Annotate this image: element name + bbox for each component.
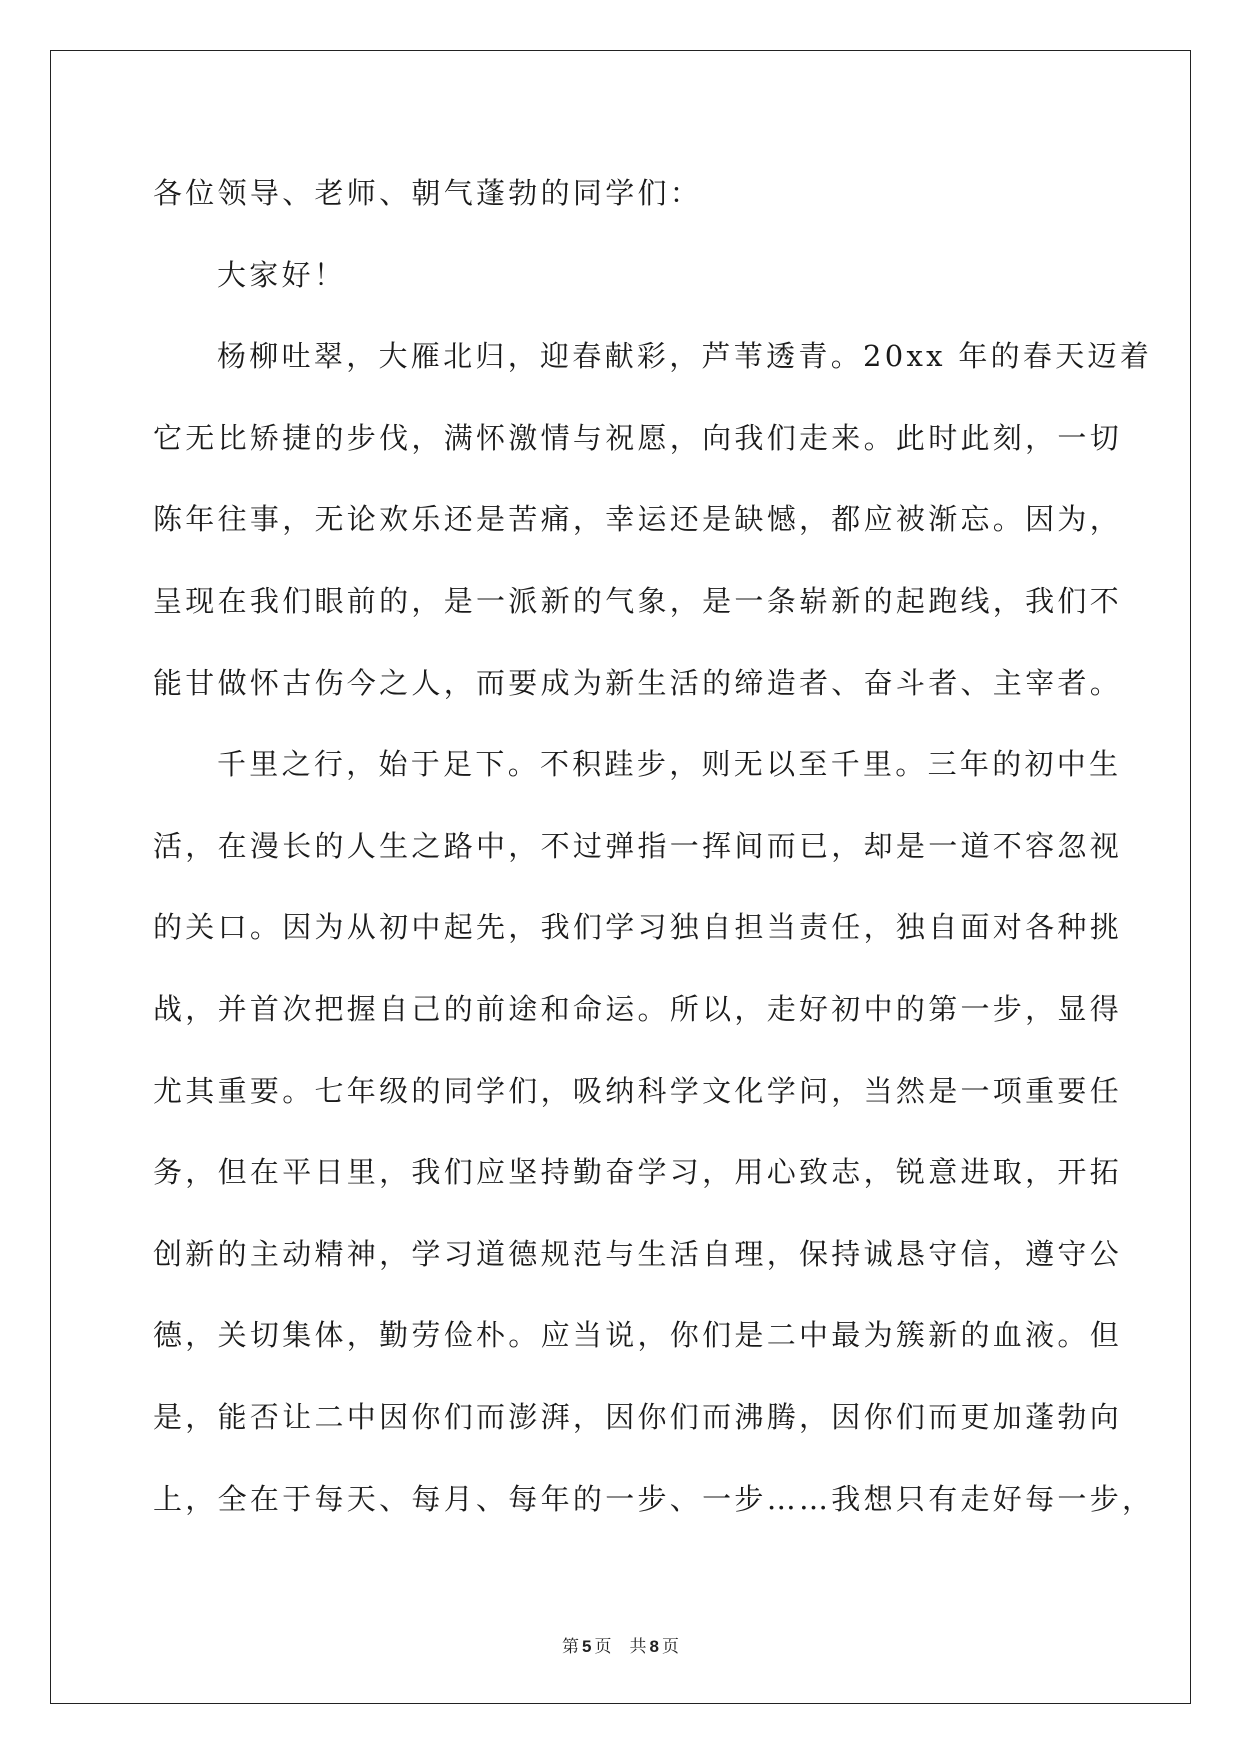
text-line: 尤其重要。七年级的同学们，吸纳科学文化学问，当然是一项重要任	[153, 1073, 1123, 1108]
document-body	[153, 168, 1155, 1555]
text-line: 是，能否让二中因你们而澎湃，因你们而沸腾，因你们而更加蓬勃向	[153, 1399, 1123, 1434]
text-line: 务，但在平日里，我们应坚持勤奋学习，用心致志，锐意进取，开拓	[153, 1155, 1123, 1190]
text-line: 大家好！	[217, 257, 347, 292]
text-line: 杨柳吐翠，大雁北归，迎春献彩，芦苇透青。20xx 年的春天迈着	[217, 339, 1153, 374]
text-line: 陈年往事，无论欢乐还是苦痛，幸运还是缺憾，都应被渐忘。因为，	[153, 502, 1123, 537]
text-line: 德，关切集体，勤劳俭朴。应当说，你们是二中最为簇新的血液。但	[153, 1318, 1123, 1353]
total-pages: 8	[649, 1637, 659, 1656]
text-line: 能甘做怀古伤今之人，而要成为新生活的缔造者、奋斗者、主宰者。	[153, 665, 1123, 700]
text-line: 它无比矫捷的步伐，满怀激情与祝愿，向我们走来。此时此刻，一切	[153, 420, 1123, 455]
text-line: 创新的主动精神，学习道德规范与生活自理，保持诚恳守信，遵守公	[153, 1236, 1123, 1271]
text-line: 的关口。因为从初中起先，我们学习独自担当责任，独自面对各种挑	[153, 910, 1123, 945]
text-line: 呈现在我们眼前的，是一派新的气象，是一条崭新的起跑线，我们不	[153, 583, 1123, 618]
page-prefix: 第	[562, 1637, 580, 1657]
text-line: 活，在漫长的人生之路中，不过弹指一挥间而已，却是一道不容忽视	[153, 828, 1123, 863]
text-line: 上，全在于每天、每月、每年的一步、一步……我想只有走好每一步，	[153, 1481, 1155, 1516]
total-suffix: 页	[661, 1637, 679, 1657]
text-line: 各位领导、老师、朝气蓬勃的同学们：	[153, 176, 703, 210]
page-suffix: 页	[594, 1637, 612, 1657]
total-prefix: 共	[629, 1637, 647, 1657]
text-line: 战，并首次把握自己的前途和命运。所以，走好初中的第一步，显得	[153, 991, 1123, 1026]
text-line: 千里之行，始于足下。不积跬步，则无以至千里。三年的初中生	[217, 747, 1122, 782]
page-number: 5	[582, 1637, 592, 1656]
page-footer	[0, 1632, 1241, 1657]
